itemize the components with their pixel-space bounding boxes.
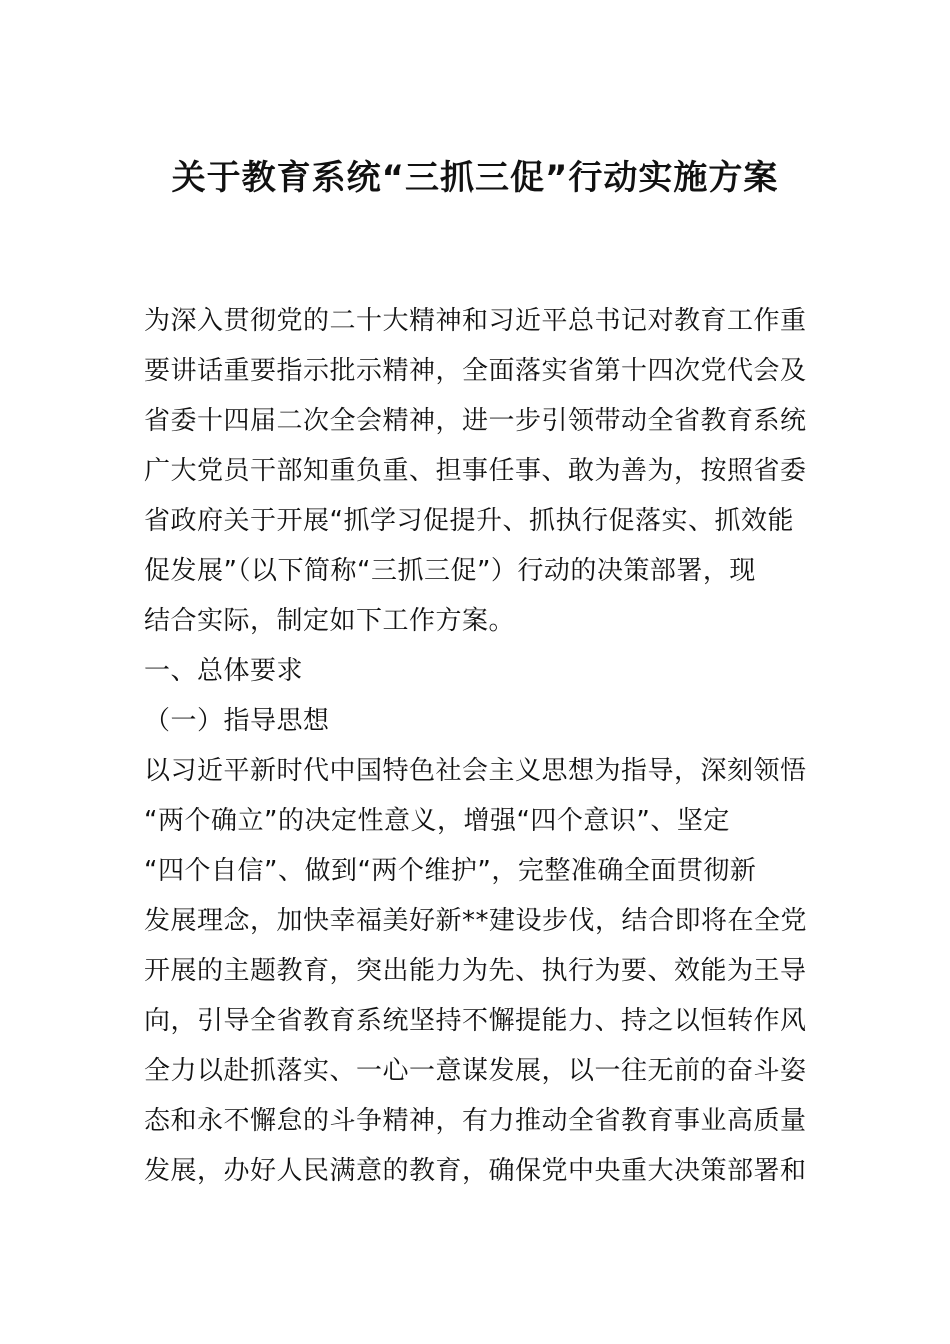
body-line: 以习近平新时代中国特色社会主义思想为指导，深刻领悟 bbox=[144, 756, 807, 786]
body-line: 向，引导全省教育系统坚持不懈提能力、持之以恒转作风 bbox=[144, 1006, 807, 1036]
section-heading: 一、总体要求 bbox=[144, 656, 304, 686]
body-line: 全力以赴抓落实、一心一意谋发展，以一往无前的奋斗姿 bbox=[144, 1056, 807, 1086]
body-line: 广大党员干部知重负重、担事任事、敢为善为，按照省委 bbox=[144, 456, 807, 486]
body-line: 促发展”（以下简称“三抓三促”）行动的决策部署，现 bbox=[144, 556, 756, 586]
body-line: 省委十四届二次全会精神，进一步引领带动全省教育系统 bbox=[144, 406, 807, 436]
body-line: 发展，办好人民满意的教育，确保党中央重大决策部署和 bbox=[144, 1156, 807, 1186]
body-line: “四个自信”、做到“两个维护”，完整准确全面贯彻新 bbox=[144, 856, 757, 886]
body-line: 开展的主题教育，突出能力为先、执行为要、效能为王导 bbox=[144, 956, 807, 986]
document-title: 关于教育系统“三抓三促”行动实施方案 bbox=[171, 158, 779, 198]
body-line: 结合实际，制定如下工作方案。 bbox=[144, 606, 516, 636]
body-line: 为深入贯彻党的二十大精神和习近平总书记对教育工作重 bbox=[144, 306, 807, 336]
body-line: 发展理念，加快幸福美好新**建设步伐，结合即将在全党 bbox=[144, 906, 808, 936]
body-line: “两个确立”的决定性意义，增强“四个意识”、坚定 bbox=[144, 806, 730, 836]
subsection-heading: （一）指导思想 bbox=[144, 706, 330, 736]
body-line: 态和永不懈怠的斗争精神，有力推动全省教育事业高质量 bbox=[144, 1106, 807, 1136]
document-body bbox=[144, 296, 808, 1196]
body-line: 要讲话重要指示批示精神，全面落实省第十四次党代会及 bbox=[144, 356, 807, 386]
body-line: 省政府关于开展“抓学习促提升、抓执行促落实、抓效能 bbox=[144, 506, 794, 536]
